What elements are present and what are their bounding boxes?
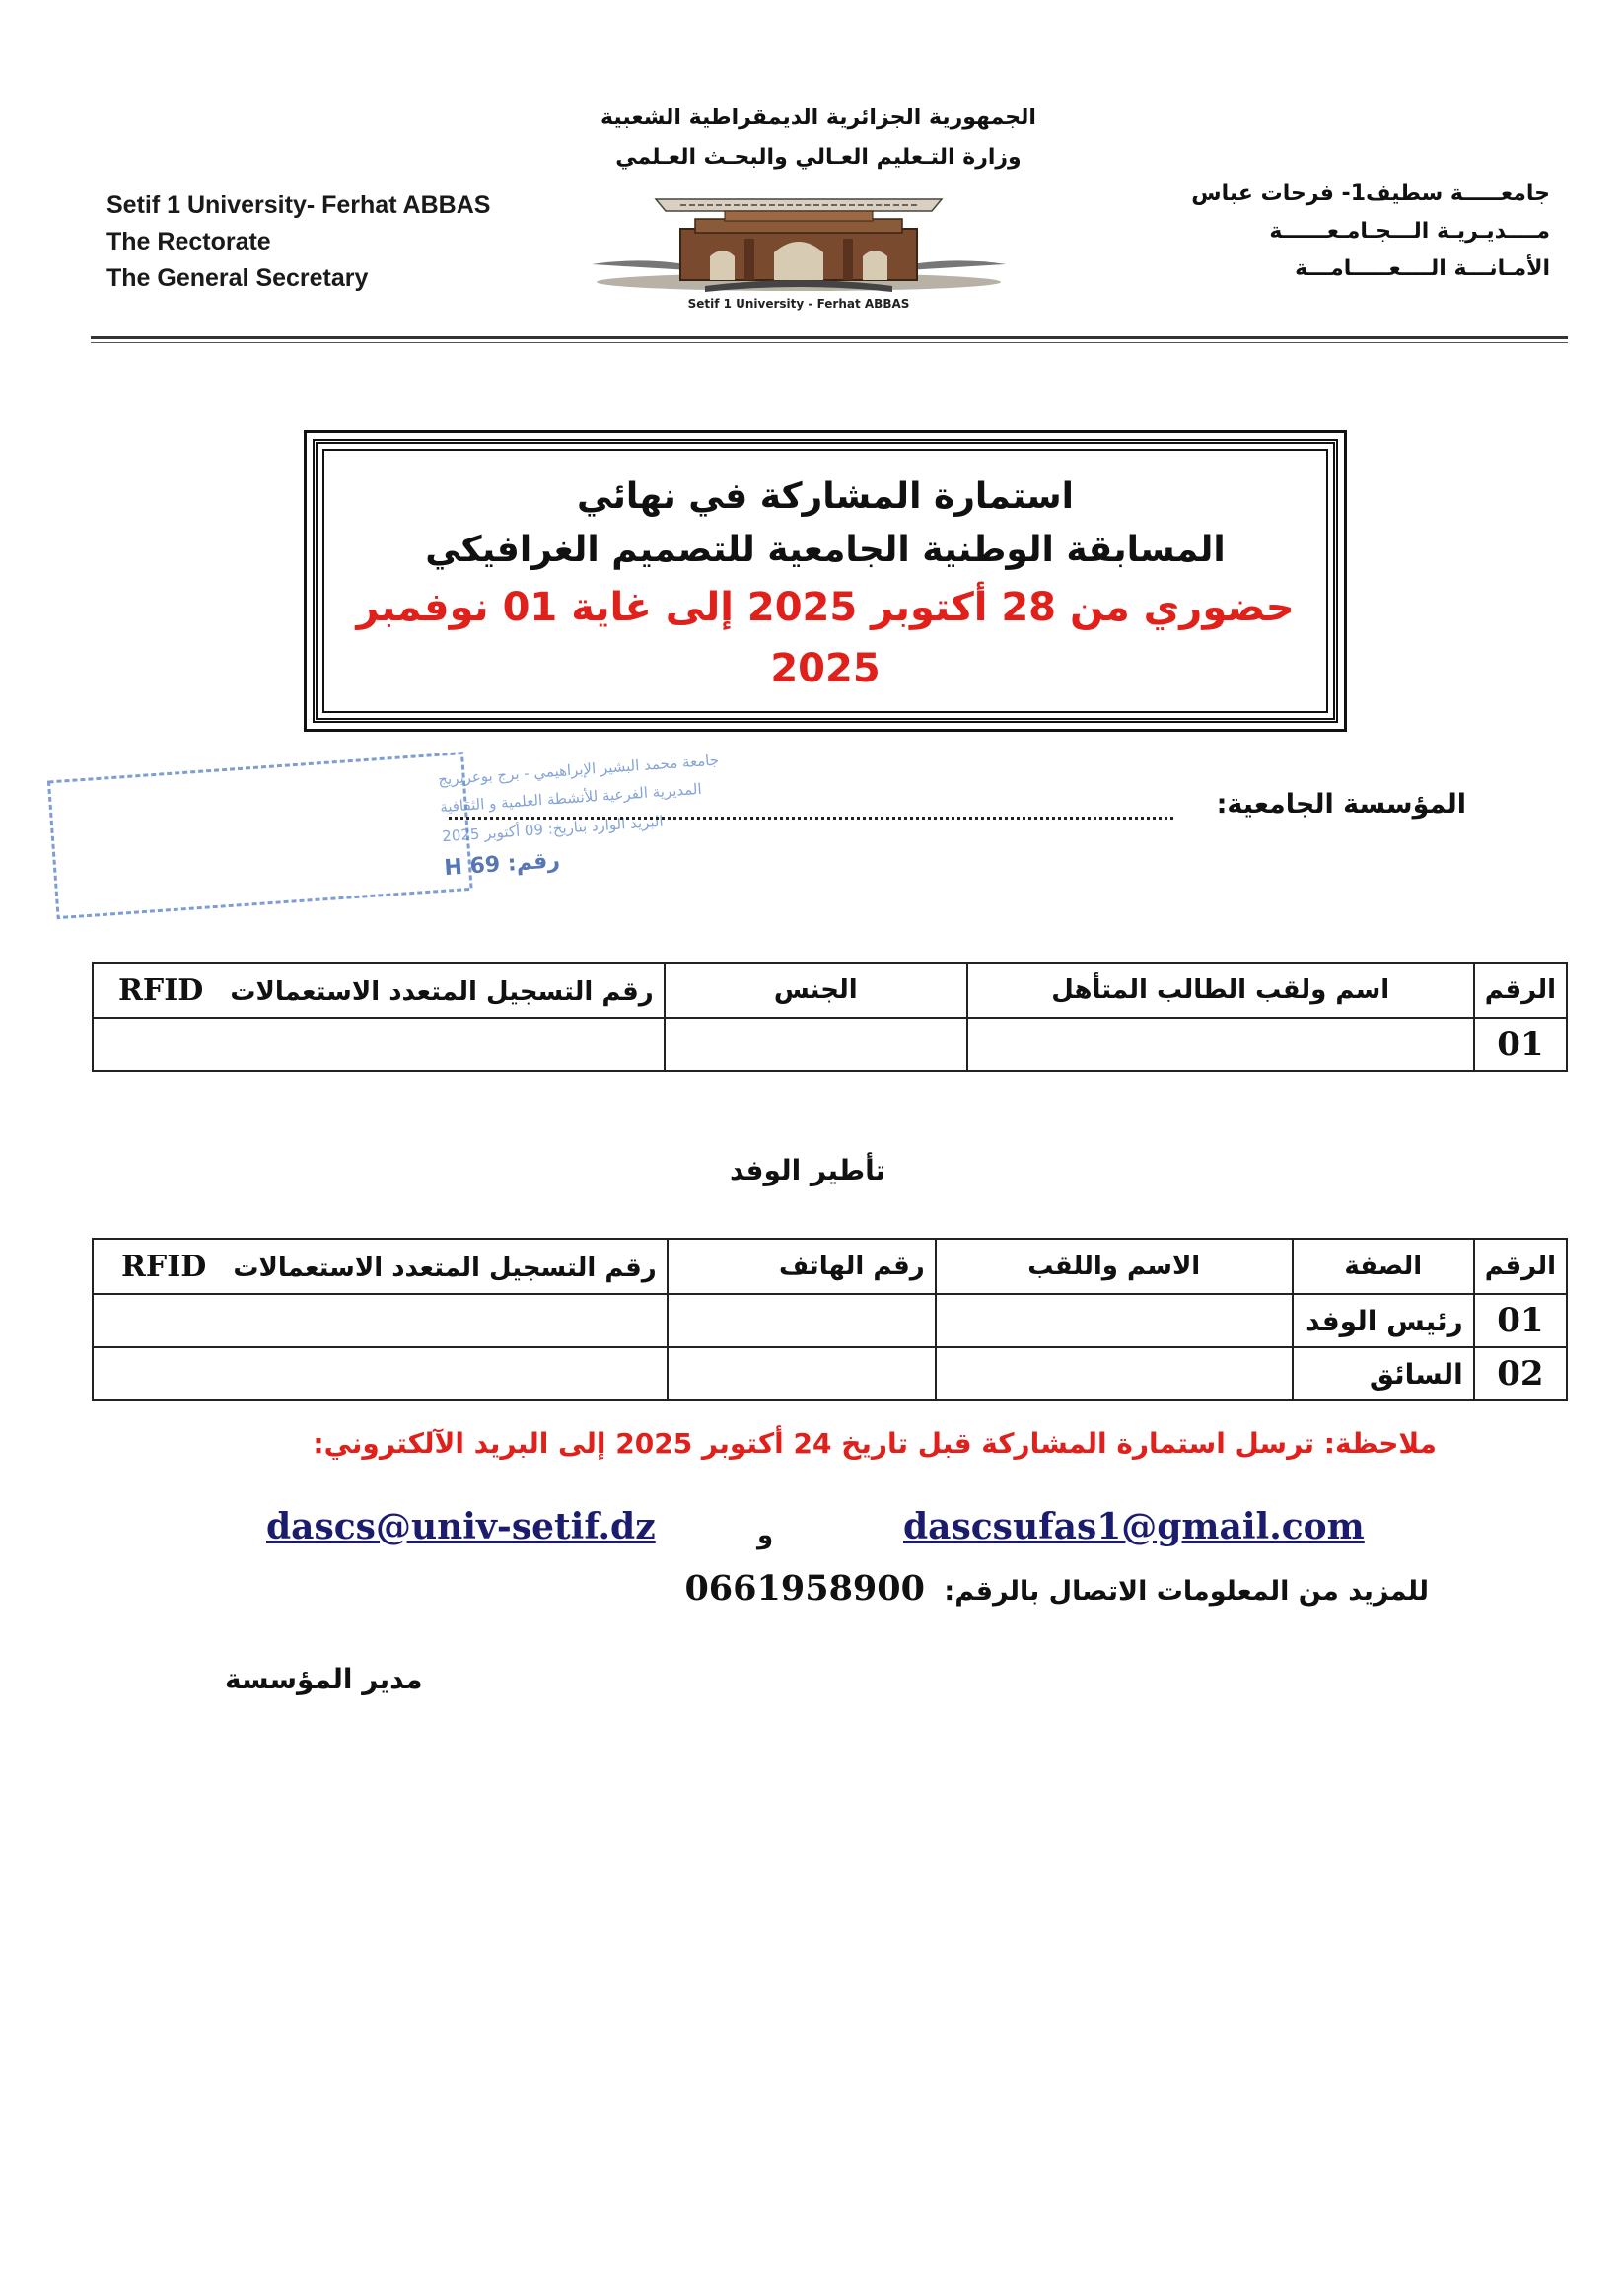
header-ar-directorate: مــــديـريـة الـــجـامـعــــــة xyxy=(1269,219,1550,244)
row-number: 01 xyxy=(1474,1294,1567,1347)
email-link-gmail[interactable]: dascsufas1@gmail.com xyxy=(903,1506,1365,1547)
header-en-university: Setif 1 University- Ferhat ABBAS xyxy=(106,191,491,219)
header-ar-secretariat: الأمـانـــة الــــعـــــامـــة xyxy=(1295,256,1550,281)
col-number: الرقم xyxy=(1474,1239,1567,1294)
col-phone: رقم الهاتف xyxy=(668,1239,936,1294)
col-name: الاسم واللقب xyxy=(936,1239,1293,1294)
stamp-line-1: جامعة محمد البشير الإبراهيمي - برج بوعريريج xyxy=(437,751,720,789)
gender-cell[interactable] xyxy=(665,1018,967,1071)
col-rfid-latin: RFID xyxy=(120,1249,207,1284)
title-box xyxy=(304,430,1347,732)
reception-stamp xyxy=(47,750,720,927)
header-ministry: وزارة التـعليم العـالي والبحـث العـلمي xyxy=(615,145,1022,170)
stamp-line-4: رقم: 69 H xyxy=(443,848,561,882)
col-rfid-label: رقم التسجيل المتعدد الاستعمالات xyxy=(233,1253,657,1283)
table-row xyxy=(93,1018,1567,1071)
email-conjunction: و xyxy=(757,1521,774,1550)
header-republic: الجمهورية الجزائرية الديمقراطية الشعبية xyxy=(600,106,1036,130)
rfid-cell[interactable] xyxy=(93,1018,665,1071)
header-divider-thin xyxy=(91,342,1568,343)
col-role: الصفة xyxy=(1293,1239,1474,1294)
role-cell: رئيس الوفد xyxy=(1293,1294,1474,1347)
table-header-row xyxy=(93,1239,1567,1294)
role-cell: السائق xyxy=(1293,1347,1474,1400)
email-link-univ[interactable]: dascs@univ-setif.dz xyxy=(266,1506,656,1547)
institution-label: المؤسسة الجامعية: xyxy=(1216,789,1466,820)
institution-field[interactable] xyxy=(449,795,1173,820)
col-rfid xyxy=(93,1239,668,1294)
university-logo xyxy=(587,195,1011,312)
phone-cell[interactable] xyxy=(668,1347,936,1400)
table-header-row xyxy=(93,963,1567,1018)
phone-cell[interactable] xyxy=(668,1294,936,1347)
header-english xyxy=(106,187,490,297)
header-arabic-center xyxy=(552,99,1085,178)
rfid-cell[interactable] xyxy=(93,1347,668,1400)
col-rfid xyxy=(93,963,665,1018)
name-cell[interactable] xyxy=(936,1294,1293,1347)
signature-label: مدير المؤسسة xyxy=(225,1663,423,1695)
contact-phone: 0661958900 xyxy=(684,1568,925,1609)
header-divider xyxy=(91,336,1568,339)
logo-caption: Setif 1 University - Ferhat ABBAS xyxy=(687,297,910,311)
col-rfid-label: رقم التسجيل المتعدد الاستعمالات xyxy=(230,976,654,1007)
row-number: 01 xyxy=(1474,1018,1567,1071)
header-en-secretary: The General Secretary xyxy=(106,264,369,292)
header-arabic-right xyxy=(1191,176,1550,288)
rfid-cell[interactable] xyxy=(93,1294,668,1347)
title-line-2: المسابقة الوطنية الجامعية للتصميم الغرافيكي xyxy=(425,530,1226,570)
col-student-name: اسم ولقب الطالب المتأهل xyxy=(967,963,1474,1018)
title-year: 2025 xyxy=(770,646,881,691)
delegation-title: تأطير الوفد xyxy=(730,1154,886,1186)
submission-note: ملاحظة: ترسل استمارة المشاركة قبل تاريخ 24 أكتوبر 2025 إلى البريد الآلكتروني: xyxy=(313,1427,1437,1460)
col-gender: الجنس xyxy=(665,963,967,1018)
title-dates: حضوري من 28 أكتوبر 2025 إلى غاية 01 نوفمبر xyxy=(356,585,1295,630)
col-rfid-latin: RFID xyxy=(117,972,204,1008)
contact-line xyxy=(684,1568,1429,1609)
student-name-cell[interactable] xyxy=(967,1018,1474,1071)
stamp-line-3: البريد الوارد بتاريخ: 09 أكتوبر 2025 xyxy=(441,812,665,846)
table-row xyxy=(93,1347,1567,1400)
table-row xyxy=(93,1294,1567,1347)
delegation-table xyxy=(92,1238,1568,1401)
title-line-1: استمارة المشاركة في نهائي xyxy=(576,476,1075,517)
row-number: 02 xyxy=(1474,1347,1567,1400)
student-table xyxy=(92,962,1568,1072)
stamp-line-2: المديرية الفرعية للأنشطة العلمية و الثقافية xyxy=(439,779,703,817)
header-ar-university: جامعـــــة سطيف1- فرحات عباس xyxy=(1191,181,1550,206)
header-en-rectorate: The Rectorate xyxy=(106,228,271,255)
name-cell[interactable] xyxy=(936,1347,1293,1400)
contact-label: للمزيد من المعلومات الاتصال بالرقم: xyxy=(944,1576,1429,1607)
col-number: الرقم xyxy=(1474,963,1567,1018)
